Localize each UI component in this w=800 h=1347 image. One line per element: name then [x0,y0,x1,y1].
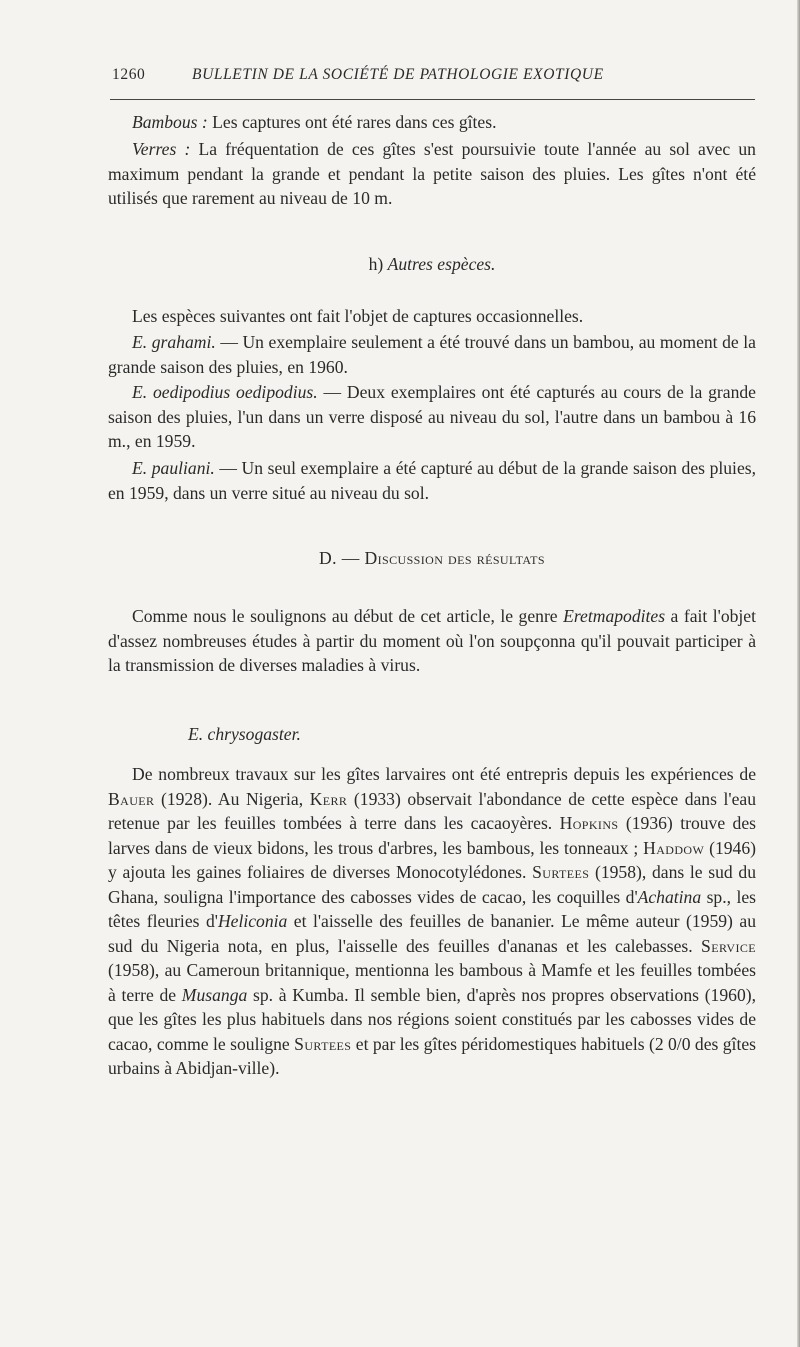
text-run: (1946) y ajouta les gaines foliaires de diverses Monocotylédones. [108,837,756,882]
paragraph-bambous [108,110,756,135]
text-run: (1933) observait l'abondance de cette espèce dans l'eau retenue par les feuilles tombées à terre dans les cacaoyères. [108,788,756,833]
paragraph-autres-intro: Les espèces suivantes ont fait l'objet de captures occasionnelles. [132,306,584,326]
subsection-heading [188,722,488,747]
text-run: De nombreux travaux sur les gîtes larvaires ont été entrepris depuis les expériences de [132,764,756,784]
verres-label: Verres : [132,139,191,159]
text-run: et l'aisselle des feuilles de bananier. Le même auteur (1959) au sud du Nigeria nota, en plus, l'aisselle des feuilles d'ananas et les calebasses. [108,911,756,956]
species-text: — Un exemplaire seulement a été trouvé dans un bambou, au moment de la grande saison des pluies, en 1960. [108,332,756,377]
taxon-name: Heliconia [217,911,288,931]
section-heading-h [108,252,756,277]
section-h-prefix: h) [368,254,388,274]
discussion-genus: Eretmapodites [563,606,666,626]
text-run: (1958), dans le sud du Ghana, souligna l'importance des cabosses vides de cacao, les coquilles d' [108,862,756,907]
page-number: 1260 [112,66,146,83]
text-run: sp. à Kumba. Il semble bien, d'après nos propres observations (1960), que les gîtes les plus habituels dans nos régions soient constitués par les cabosses vides de cacao, comme le souligne [108,984,756,1054]
paragraph-species-pauliani [108,456,756,505]
verres-text: La fréquentation de ces gîtes s'est poursuivie toute l'année au sol avec un maximum pendant la grande et pendant la petite saison des pluies. Les gîtes n'ont été utilisés que rarement au niveau de 10 m. [108,139,756,208]
text-run: (1958), au Cameroun britannique, mentionna les bambous à Mamfe et les feuilles tombées à terre de [108,960,756,1005]
species-text: — Deux exemplaires ont été capturés au cours de la grande saison des pluies, l'un dans un verre disposé au niveau du sol, l'autre dans un bambou à 16 m., en 1959. [108,382,756,451]
species-text: — Un seul exemplaire a été capturé au début de la grande saison des pluies, en 1959, dans un verre situé au niveau du sol. [108,458,756,503]
header-rule [110,99,755,100]
section-h-title: Autres espèces. [387,254,496,274]
journal-title: BULLETIN DE LA SOCIÉTÉ DE PATHOLOGIE EXOTIQUE [192,66,604,83]
text-run: (1936) trouve des larves dans de vieux bidons, les trous d'arbres, les bambous, les tonneaux ; [108,813,757,858]
bambous-text: Les captures ont été rares dans ces gîtes. [207,112,497,132]
author-name: Bauer [108,788,155,809]
paragraph-species-grahami [108,330,756,379]
subsection-title: E. chrysogaster. [188,724,301,744]
author-name: Haddow [643,837,705,858]
taxon-name: Musanga [181,984,248,1005]
author-name: Surtees [294,1033,352,1054]
discussion-text-a: Comme nous le soulignons au début de cet article, le genre [132,606,564,626]
section-heading-d: D. — Discussion des résultats [319,548,545,568]
paragraph-species-oedipodius [108,380,756,454]
paragraph-verres [108,137,756,211]
discussion-text-b: a fait l'objet d'assez nombreuses études à partir du moment où l'on soupçonna qu'il pouvait participer à la transmission de diverses maladies à virus. [108,606,757,675]
author-name: Surtees [532,862,590,882]
paragraph-discussion [108,604,756,678]
text-run: sp., les têtes fleuries d' [108,886,756,931]
author-name: Hopkins [559,813,619,833]
author-name: Service [701,935,756,956]
paragraph-chrysogaster [108,762,756,1081]
text-run: et par les gîtes péridomestiques habituels (2 0/0 des gîtes urbains à Abidjan-ville). [108,1033,756,1078]
text-run: (1928). Au Nigeria, [154,788,310,809]
species-name: E. pauliani. [132,458,215,478]
running-header [112,66,755,84]
species-name: E. grahami. [132,332,216,352]
bambous-label: Bambous : [132,112,208,132]
author-name: Kerr [309,788,348,809]
taxon-name: Achatina [637,886,702,907]
species-name: E. oedipodius oedipodius. [132,382,318,402]
